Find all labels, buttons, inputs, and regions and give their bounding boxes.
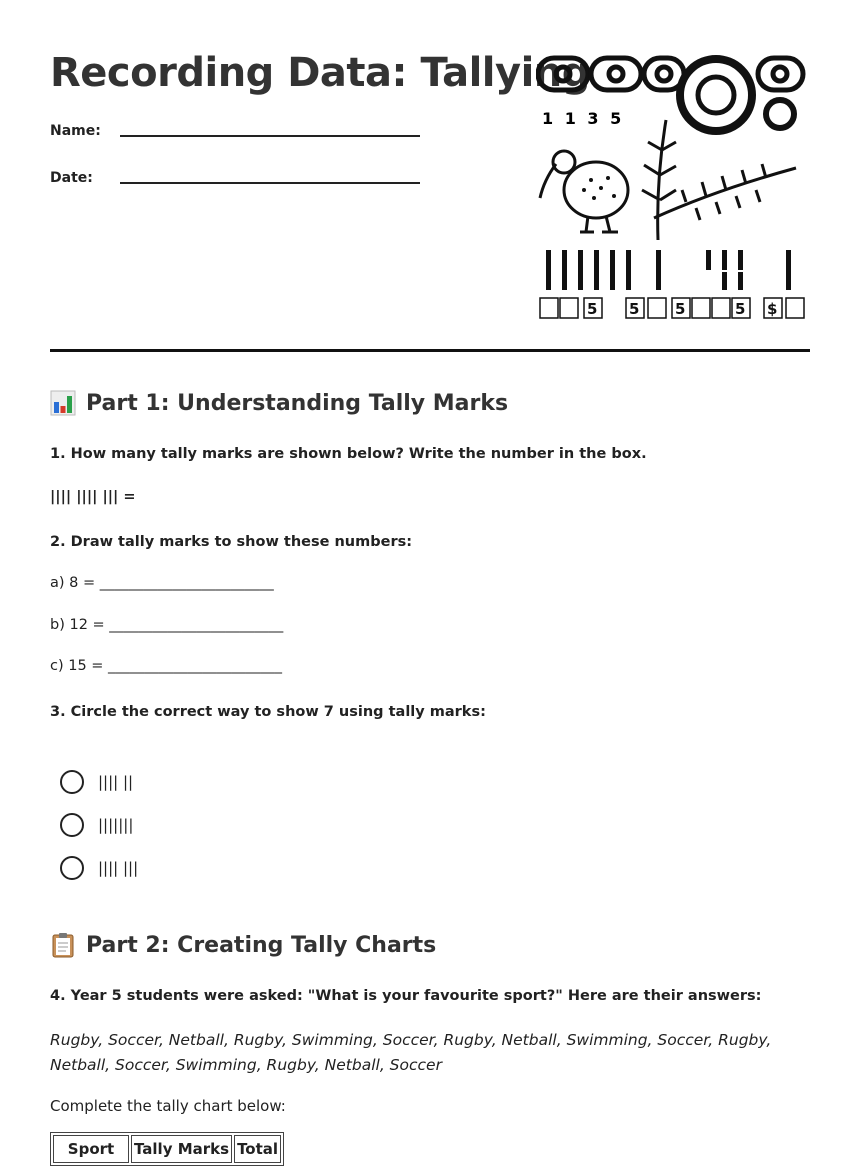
header-illustration	[536, 50, 808, 325]
box-label: $	[767, 300, 778, 318]
box-label: 5	[587, 300, 598, 318]
name-field	[50, 123, 101, 139]
column-header-sport: Sport	[53, 1135, 129, 1163]
radio-circle[interactable]	[60, 856, 84, 880]
radio-circle[interactable]	[60, 813, 84, 837]
name-label: Name:	[50, 123, 101, 139]
option-label: |||| |||	[98, 859, 139, 877]
table-header-row	[53, 1135, 281, 1163]
q2-item-a[interactable]: a) 8 = ________________________	[50, 575, 274, 591]
date-line[interactable]	[120, 182, 420, 184]
date-field	[50, 170, 93, 186]
option-label: |||| ||	[98, 773, 134, 791]
kiwi-bird-icon	[540, 151, 628, 232]
column-header-tally: Tally Marks	[131, 1135, 232, 1163]
box-label: 5	[735, 300, 746, 318]
question-3: 3. Circle the correct way to show 7 using tally marks:	[50, 704, 486, 720]
bar-chart-icon	[50, 390, 76, 416]
part1-heading	[50, 390, 508, 416]
date-label: Date:	[50, 170, 93, 186]
name-line[interactable]	[120, 135, 420, 137]
column-header-total: Total	[234, 1135, 281, 1163]
tally-illustration	[546, 250, 791, 290]
radio-circle[interactable]	[60, 770, 84, 794]
q3-option[interactable]	[60, 770, 133, 794]
part2-heading	[50, 932, 436, 958]
fern-icon	[642, 120, 796, 240]
q2-item-c[interactable]: c) 15 = ________________________	[50, 658, 283, 674]
q3-option[interactable]	[60, 813, 133, 837]
q2-item-b[interactable]: b) 12 = ________________________	[50, 617, 284, 633]
clipboard-icon	[50, 932, 76, 958]
question-1: 1. How many tally marks are shown below? Write the number in the box.	[50, 446, 647, 462]
part1-heading-text: Part 1: Understanding Tally Marks	[86, 390, 509, 416]
header-divider	[50, 349, 810, 352]
illustration-numbers: 1 1 3 5	[542, 109, 625, 128]
option-label: |||||||	[98, 816, 134, 834]
survey-answers: Rugby, Soccer, Netball, Rugby, Swimming, Soccer, Rugby, Netball, Swimming, Soccer, Rugby, Netball, Soccer, Swimming, Rugby, Netball, Soccer	[50, 1031, 772, 1074]
box-label: 5	[675, 300, 686, 318]
page-title: Recording Data: Tallying	[50, 50, 590, 96]
question-2: 2. Draw tally marks to show these numbers:	[50, 534, 413, 550]
q1-tally: |||| |||| ||| =	[50, 489, 136, 505]
question-4: 4. Year 5 students were asked: "What is your favourite sport?" Here are their answers:	[50, 988, 762, 1004]
box-label: 5	[629, 300, 640, 318]
q3-option[interactable]	[60, 856, 138, 880]
table-instruction: Complete the tally chart below:	[50, 1097, 286, 1115]
number-box-row	[540, 298, 804, 318]
part2-heading-text: Part 2: Creating Tally Charts	[86, 932, 437, 958]
